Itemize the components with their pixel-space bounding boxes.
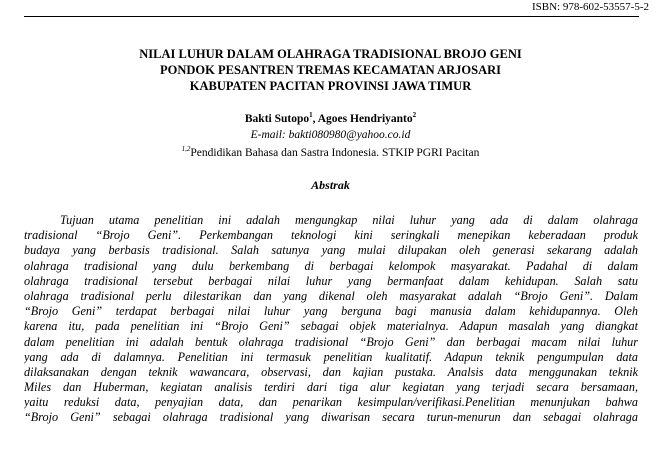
abstract-line: budaya yang berbasis tradisional. Salah satunya yang mulai dilupakan oleh generasi sekarang adalah — [24, 243, 638, 258]
title-line: NILAI LUHUR DALAM OLAHRAGA TRADISIONAL BROJO GENI — [139, 47, 522, 61]
isbn-label: ISBN: 978-602-53557-5-2 — [531, 1, 649, 13]
author-superscript: 1 — [309, 111, 313, 120]
abstract-line: “Brojo Geni” sebagai olahraga tradisional yang diwarisan secara turun-menurun dan sebagai olahraga — [24, 410, 638, 425]
abstract-line: karena itu, pada penelitian ini “Brojo Geni” sebagai objek materialnya. Adapun masalah yang diangkat — [24, 319, 638, 334]
author-name: Agoes Hendriyanto — [317, 113, 413, 125]
author-affiliation — [0, 146, 661, 160]
abstract-line: Tujuan utama penelitian ini adalah mengungkap nilai luhur yang ada di dalam olahraga — [60, 213, 638, 227]
abstract-line: Miles dan Huberman, kegiatan analisis terdiri dari tiga alur kegiatan yang terjadi secara bersamaan, — [24, 380, 638, 395]
author-list — [0, 112, 661, 126]
paper-title — [0, 46, 661, 94]
abstract-line: dalam penelitian ini adalah bentuk olahraga tradisional “Brojo Geni” dan berbagai macam nilai luhur — [24, 334, 638, 349]
abstract-line: olahraga tradisional tersebut berbagai nilai luhur yang bermanfaat dalam kehidupan. Salah satu — [24, 273, 638, 288]
title-line: PONDOK PESANTREN TREMAS KECAMATAN ARJOSARI — [159, 63, 501, 77]
abstract-line: olahraga tradisional yang dulu berkembang di berbagai kelompok masyarakat. Padahal di dalam — [24, 258, 638, 273]
abstract-line: tradisional “Brojo Geni”. Perkembangan teknologi kini seringkali menepikan keberadaan produk — [24, 228, 638, 243]
header-rule — [24, 16, 639, 17]
abstract-body — [24, 213, 638, 426]
affiliation-text: Pendidikan Bahasa dan Sastra Indonesia. STKIP PGRI Pacitan — [190, 147, 480, 159]
author-name: Bakti Sutopo — [244, 113, 310, 125]
abstract-line: yang ada di dalamnya. Penelitian ini termasuk penelitian kualitatif. Adapun teknik pengumpulan data — [24, 349, 638, 364]
abstract-heading: Abstrak — [311, 178, 350, 192]
abstract-line: olahraga tradisional perlu dilestarikan dan yang dikenal oleh masyarakat adalah “Brojo Geni”. Dalam — [24, 288, 638, 303]
author-email: E-mail: bakti080980@yahoo.co.id — [250, 129, 411, 141]
abstract-line: yaitu reduksi data, penyajian data, dan penarikan kesimpulan/verifikasi.Penelitian menunjukan bahwa — [24, 395, 638, 410]
author-separator: , — [312, 113, 318, 125]
abstract-line: dilaksanakan dengan teknik wawancara, observasi, dan kajian pustaka. Analsis data menggunakan teknik — [24, 364, 638, 379]
author-superscript: 2 — [412, 111, 417, 120]
title-line: KABUPATEN PACITAN PROVINSI JAWA TIMUR — [189, 79, 472, 93]
abstract-line: “Brojo Geni” terdapat berbagai nilai luhur yang berguna bagi manusia dalam kehidupannya. Oleh — [24, 304, 638, 319]
affiliation-superscript: 1,2 — [181, 145, 191, 154]
